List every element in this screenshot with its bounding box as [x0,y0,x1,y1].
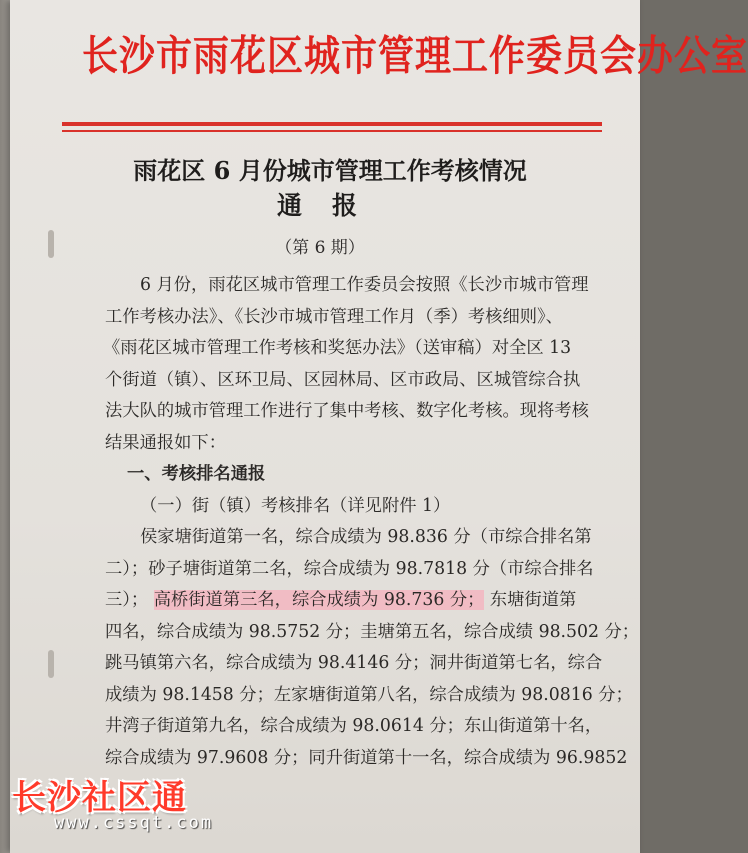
document-body [103,270,640,774]
header-red-rule-thick [62,122,602,126]
header-red-rule-thin [62,130,602,132]
body-text: 三）； [105,590,149,610]
body-line: 井湾子街道第九名，综合成绩为 98.0614 分；东山街道第十名， [105,716,603,736]
body-line: 四名，综合成绩为 98.5752 分；圭塘第五名，综合成绩 98.502 分； [105,621,640,642]
body-line: 结果通报如下： [105,432,226,453]
body-text: 东塘街道第 [489,590,577,610]
body-line: 成绩为 98.1458 分；左家塘街道第八名，综合成绩为 98.0816 分； [105,684,633,705]
body-line: 6 月份，雨花区城市管理工作委员会按照《长沙市城市管理 [140,275,589,295]
section-heading: 一、考核排名通报 [127,464,266,484]
body-line: 工作考核办法》、《长沙市城市管理工作月（季）考核细则》、 [105,306,563,327]
body-line: 二）；砂子塘街道第二名，综合成绩为 98.7818 分（市综合排名 [105,558,594,579]
issue-number: （第 6 期） [275,238,365,258]
document-subtitle: 通报 [276,191,387,220]
body-line [105,585,585,617]
issuing-office-header: 长沙市雨花区城市管理工作委员会办公室 [82,32,748,81]
body-line: 跳马镇第六名，综合成绩为 98.4146 分；洞井街道第七名，综合 [105,653,603,673]
subsection-heading: （一）街（镇）考核排名（详见附件 1） [140,495,451,516]
body-line: 《雨花区城市管理工作考核和奖惩办法》（送审稿）对全区 13 [103,338,572,358]
binding-hole [48,650,54,678]
body-line: 综合成绩为 97.9608 分；同升街道第十一名，综合成绩为 96.9852 [105,747,628,768]
body-line: 法大队的城市管理工作进行了集中考核、数字化考核。现将考核 [105,401,589,421]
document-title: 雨花区 6 月份城市管理工作考核情况 [133,156,527,185]
body-line: 个街道（镇）、区环卫局、区园林局、区市政局、区城管综合执 [105,369,581,390]
body-line: 侯家塘街道第一名，综合成绩为 98.836 分（市综合排名第 [140,527,592,547]
highlighted-ranking: 高桥街道第三名，综合成绩为 98.736 分； [153,590,485,610]
watermark-logo-text: 长沙社区通 [12,778,187,818]
watermark-url: www.cssqt.com [54,813,214,833]
